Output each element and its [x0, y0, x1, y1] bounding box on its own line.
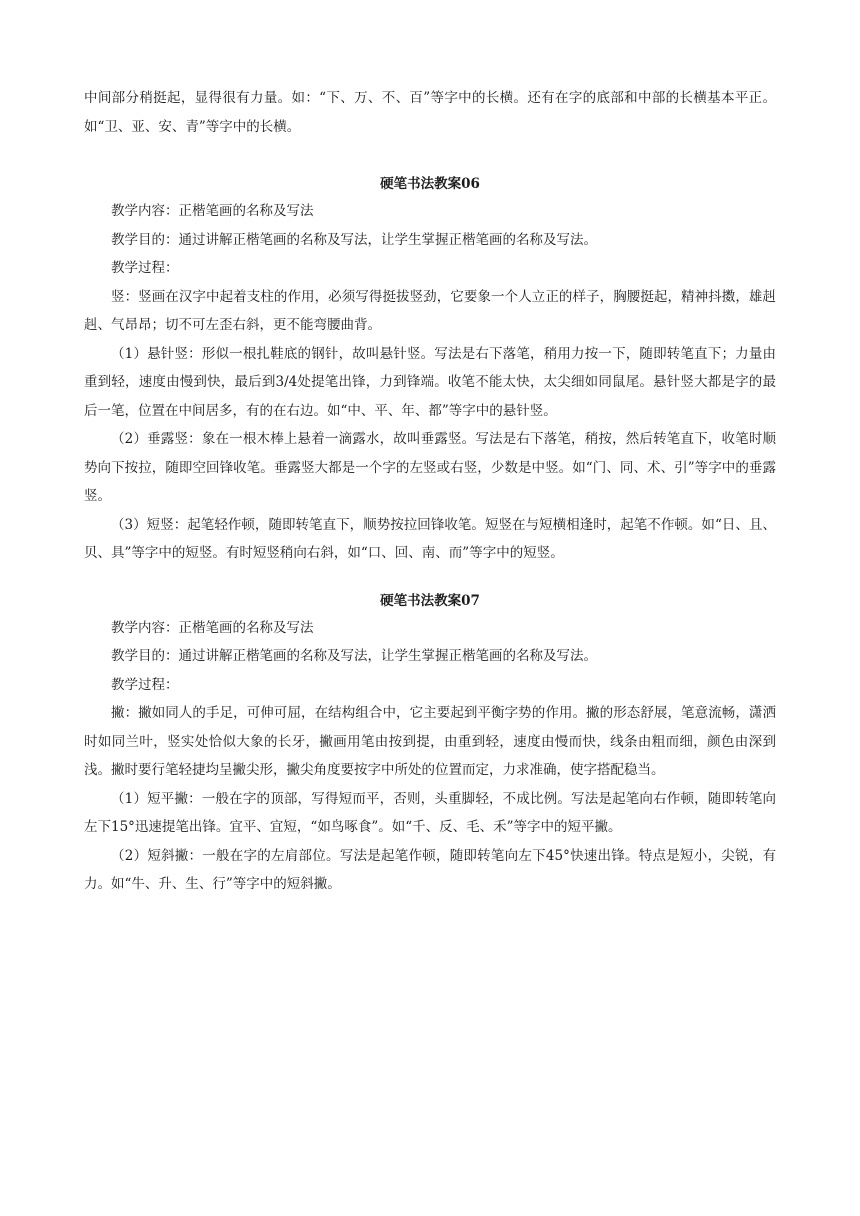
- intro-paragraph: 中间部分稍挺起，显得很有力量。如：“下、万、不、百”等字中的长横。还有在字的底部和中部的长横基本平正。如“卫、亚、安、青”等字中的长横。: [84, 90, 776, 135]
- lesson07-title: 硬笔书法教案07: [380, 592, 480, 609]
- lesson06-purpose: 教学目的：通过讲解正楷笔画的名称及写法，让学生掌握正楷笔画的名称及写法。: [111, 231, 597, 248]
- lesson07-content: 教学内容：正楷笔画的名称及写法: [111, 619, 314, 636]
- lesson07-duanxiepie-paragraph: （2）短斜撇：一般在字的左肩部位。写法是起笔作顿，随即转笔向左下45°快速出锋。特点是短小，尖锐，有力。如“牛、升、生、行”等字中的短斜撇。: [84, 847, 776, 892]
- lesson06-chuilushu-paragraph: （2）垂露竖：象在一根木棒上悬着一滴露水，故叫垂露竖。写法是右下落笔，稍按，然后转笔直下，收笔时顺势向下按拉，随即空回锋收笔。垂露竖大都是一个字的左竖或右竖，少数是中竖。如“门、同、术、引”等字中的垂露竖。: [84, 431, 776, 504]
- document-page: [84, 84, 776, 899]
- lesson06-process: 教学过程：: [111, 260, 179, 276]
- lesson07-duanpingpie-paragraph: （1）短平撇：一般在字的顶部，写得短而平，否则，头重脚轻，不成比例。写法是起笔向右作顿，随即转笔向左下15°迅速提笔出锋。宜平、宜短，“如鸟啄食”。如“千、反、毛、禾”等字中的短平撇。: [84, 790, 776, 835]
- lesson06-xuanzhenshu-paragraph: （1）悬针竖：形似一根扎鞋底的钢针，故叫悬针竖。写法是右下落笔，稍用力按一下，随即转笔直下；力量由重到轻，速度由慢到快，最后到3/4处提笔出锋，力到锋端。收笔不能太快，太尖细如同鼠尾。悬针竖大都是字的最后一笔，位置在中间居多，有的在右边。如“中、平、年、都”等字中的悬针竖。: [84, 345, 776, 419]
- lesson06-content: 教学内容：正楷笔画的名称及写法: [111, 203, 314, 219]
- lesson07-purpose: 教学目的：通过讲解正楷笔画的名称及写法，让学生掌握正楷笔画的名称及写法。: [111, 648, 597, 664]
- lesson07-pie-paragraph: 撇：撇如同人的手足，可伸可屈，在结构组合中，它主要起到平衡字势的作用。撇的形态舒展，笔意流畅，潇洒时如同兰叶，竖实处恰似大象的长牙，撇画用笔由按到提，由重到轻，速度由慢而快，线条由粗而细，颜色由深到浅。撇时要行笔轻捷均呈撇尖形，撇尖角度要按字中所处的位置而定，力求准确，使字搭配稳当。: [84, 705, 776, 778]
- lesson06-shu-paragraph: 竖：竖画在汉字中起着支柱的作用，必须写得挺拔竖劲，它要象一个人立正的样子，胸腰挺起，精神抖擞，雄赳赳、气昂昂；切不可左歪右斜，更不能弯腰曲背。: [84, 288, 776, 333]
- lesson06-title: 硬笔书法教案06: [380, 176, 480, 192]
- lesson06-duanshu-paragraph: （3）短竖：起笔轻作顿，随即转笔直下，顺势按拉回锋收笔。短竖在与短横相逢时，起笔不作顿。如“日、且、贝、具”等字中的短竖。有时短竖稍向右斜，如“口、回、南、而”等字中的短竖。: [84, 516, 776, 561]
- lesson07-process: 教学过程：: [111, 676, 179, 693]
